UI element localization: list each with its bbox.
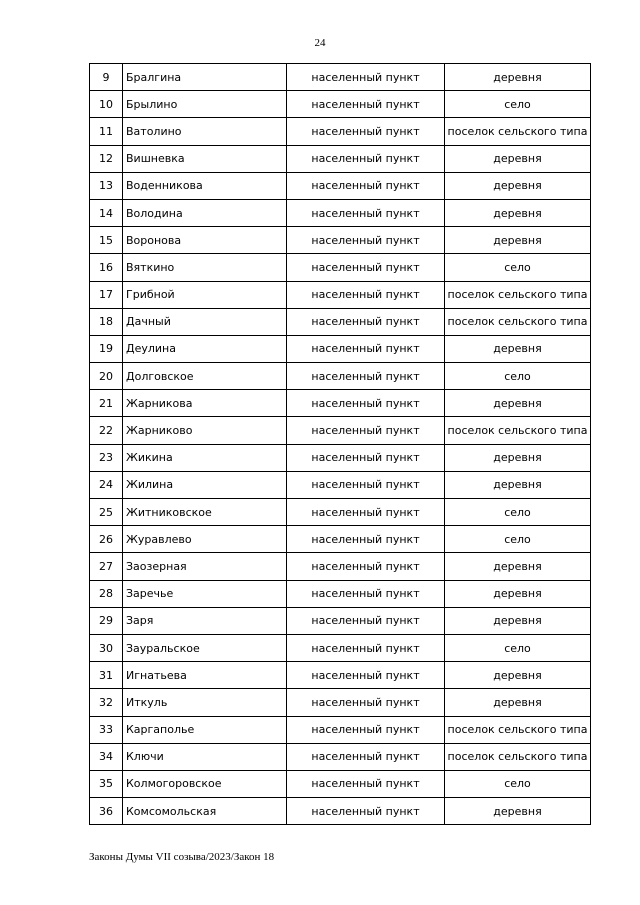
settlement-kind-cell: деревня — [445, 145, 591, 172]
settlement-name-cell: Жарникова — [123, 390, 287, 417]
settlement-type-cell: населенный пункт — [287, 689, 445, 716]
row-number-cell: 11 — [90, 118, 123, 145]
table-row — [90, 553, 591, 580]
row-number-cell: 23 — [90, 444, 123, 471]
row-number-cell: 21 — [90, 390, 123, 417]
table-row — [90, 91, 591, 118]
settlement-kind-cell: деревня — [445, 580, 591, 607]
settlement-name-cell: Заозерная — [123, 553, 287, 580]
settlement-name-cell: Бралгина — [123, 64, 287, 91]
row-number-cell: 32 — [90, 689, 123, 716]
settlement-name-cell: Деулина — [123, 335, 287, 362]
settlement-kind-cell: село — [445, 499, 591, 526]
settlement-name-cell: Володина — [123, 199, 287, 226]
row-number-cell: 15 — [90, 227, 123, 254]
settlement-type-cell: населенный пункт — [287, 444, 445, 471]
settlement-name-cell: Жилина — [123, 471, 287, 498]
row-number-cell: 33 — [90, 716, 123, 743]
table-row — [90, 743, 591, 770]
row-number-cell: 27 — [90, 553, 123, 580]
table-row — [90, 64, 591, 91]
table-row — [90, 662, 591, 689]
settlement-name-cell: Дачный — [123, 308, 287, 335]
settlement-name-cell: Житниковское — [123, 499, 287, 526]
settlement-name-cell: Жарниково — [123, 417, 287, 444]
settlement-kind-cell: деревня — [445, 444, 591, 471]
settlement-kind-cell: поселок сельского типа — [445, 417, 591, 444]
settlement-type-cell: населенный пункт — [287, 118, 445, 145]
settlement-type-cell: населенный пункт — [287, 770, 445, 797]
document-footer: Законы Думы VII созыва/2023/Закон 18 — [89, 851, 275, 863]
settlement-kind-cell: село — [445, 91, 591, 118]
settlement-name-cell: Вишневка — [123, 145, 287, 172]
settlement-type-cell: населенный пункт — [287, 64, 445, 91]
settlement-kind-cell: поселок сельского типа — [445, 716, 591, 743]
settlement-kind-cell: деревня — [445, 199, 591, 226]
row-number-cell: 24 — [90, 471, 123, 498]
settlement-type-cell: населенный пункт — [287, 526, 445, 553]
settlement-kind-cell: поселок сельского типа — [445, 743, 591, 770]
row-number-cell: 36 — [90, 798, 123, 825]
table-row — [90, 689, 591, 716]
settlement-kind-cell: деревня — [445, 335, 591, 362]
settlement-kind-cell: село — [445, 526, 591, 553]
row-number-cell: 26 — [90, 526, 123, 553]
settlement-kind-cell: село — [445, 770, 591, 797]
table-row — [90, 281, 591, 308]
row-number-cell: 22 — [90, 417, 123, 444]
settlement-type-cell: населенный пункт — [287, 743, 445, 770]
settlement-type-cell: населенный пункт — [287, 553, 445, 580]
row-number-cell: 30 — [90, 634, 123, 661]
row-number-cell: 14 — [90, 199, 123, 226]
settlement-kind-cell: поселок сельского типа — [445, 281, 591, 308]
settlement-kind-cell: поселок сельского типа — [445, 118, 591, 145]
settlement-name-cell: Ключи — [123, 743, 287, 770]
row-number-cell: 17 — [90, 281, 123, 308]
settlement-kind-cell: деревня — [445, 227, 591, 254]
settlement-type-cell: населенный пункт — [287, 335, 445, 362]
settlement-kind-cell: деревня — [445, 390, 591, 417]
settlement-type-cell: населенный пункт — [287, 471, 445, 498]
settlement-kind-cell: деревня — [445, 64, 591, 91]
settlement-type-cell: населенный пункт — [287, 662, 445, 689]
settlement-type-cell: населенный пункт — [287, 580, 445, 607]
settlement-name-cell: Заречье — [123, 580, 287, 607]
settlement-kind-cell: село — [445, 254, 591, 281]
settlement-type-cell: населенный пункт — [287, 363, 445, 390]
row-number-cell: 20 — [90, 363, 123, 390]
table-row — [90, 335, 591, 362]
row-number-cell: 19 — [90, 335, 123, 362]
settlement-kind-cell: деревня — [445, 689, 591, 716]
settlement-name-cell: Игнатьева — [123, 662, 287, 689]
table-row — [90, 363, 591, 390]
settlement-name-cell: Жикина — [123, 444, 287, 471]
settlement-name-cell: Ватолино — [123, 118, 287, 145]
table-row — [90, 227, 591, 254]
row-number-cell: 25 — [90, 499, 123, 526]
row-number-cell: 10 — [90, 91, 123, 118]
settlement-kind-cell: поселок сельского типа — [445, 308, 591, 335]
settlement-type-cell: населенный пункт — [287, 308, 445, 335]
row-number-cell: 35 — [90, 770, 123, 797]
settlement-kind-cell: деревня — [445, 607, 591, 634]
row-number-cell: 31 — [90, 662, 123, 689]
settlement-kind-cell: деревня — [445, 471, 591, 498]
settlement-type-cell: населенный пункт — [287, 91, 445, 118]
settlement-type-cell: населенный пункт — [287, 172, 445, 199]
row-number-cell: 13 — [90, 172, 123, 199]
settlement-type-cell: населенный пункт — [287, 390, 445, 417]
settlement-name-cell: Воронова — [123, 227, 287, 254]
table-row — [90, 607, 591, 634]
settlement-type-cell: населенный пункт — [287, 281, 445, 308]
row-number-cell: 16 — [90, 254, 123, 281]
settlement-type-cell: населенный пункт — [287, 199, 445, 226]
table-row — [90, 172, 591, 199]
settlement-type-cell: населенный пункт — [287, 634, 445, 661]
row-number-cell: 9 — [90, 64, 123, 91]
row-number-cell: 34 — [90, 743, 123, 770]
settlement-kind-cell: деревня — [445, 662, 591, 689]
settlement-name-cell: Комсомольская — [123, 798, 287, 825]
settlement-name-cell: Заря — [123, 607, 287, 634]
settlement-name-cell: Зауральское — [123, 634, 287, 661]
settlement-type-cell: населенный пункт — [287, 798, 445, 825]
settlement-name-cell: Брылино — [123, 91, 287, 118]
settlement-type-cell: населенный пункт — [287, 499, 445, 526]
table-row — [90, 634, 591, 661]
settlement-name-cell: Воденникова — [123, 172, 287, 199]
settlement-name-cell: Вяткино — [123, 254, 287, 281]
row-number-cell: 12 — [90, 145, 123, 172]
table-row — [90, 417, 591, 444]
settlements-table-body — [90, 64, 591, 825]
settlement-type-cell: населенный пункт — [287, 607, 445, 634]
row-number-cell: 18 — [90, 308, 123, 335]
table-row — [90, 145, 591, 172]
row-number-cell: 28 — [90, 580, 123, 607]
settlement-kind-cell: деревня — [445, 553, 591, 580]
settlement-name-cell: Каргаполье — [123, 716, 287, 743]
table-row — [90, 254, 591, 281]
settlement-kind-cell: село — [445, 363, 591, 390]
settlement-type-cell: населенный пункт — [287, 254, 445, 281]
table-row — [90, 526, 591, 553]
settlement-kind-cell: деревня — [445, 798, 591, 825]
row-number-cell: 29 — [90, 607, 123, 634]
table-row — [90, 499, 591, 526]
settlement-name-cell: Грибной — [123, 281, 287, 308]
settlement-kind-cell: село — [445, 634, 591, 661]
settlement-name-cell: Долговское — [123, 363, 287, 390]
table-row — [90, 444, 591, 471]
settlements-table — [89, 63, 591, 825]
table-row — [90, 199, 591, 226]
table-row — [90, 390, 591, 417]
table-row — [90, 798, 591, 825]
settlement-name-cell: Журавлево — [123, 526, 287, 553]
page-number: 24 — [314, 37, 326, 49]
settlement-type-cell: населенный пункт — [287, 417, 445, 444]
table-row — [90, 118, 591, 145]
table-row — [90, 308, 591, 335]
settlement-name-cell: Иткуль — [123, 689, 287, 716]
table-row — [90, 716, 591, 743]
settlement-type-cell: населенный пункт — [287, 145, 445, 172]
settlement-kind-cell: деревня — [445, 172, 591, 199]
settlement-type-cell: населенный пункт — [287, 716, 445, 743]
settlement-type-cell: населенный пункт — [287, 227, 445, 254]
settlement-name-cell: Колмогоровское — [123, 770, 287, 797]
table-row — [90, 471, 591, 498]
table-row — [90, 580, 591, 607]
table-row — [90, 770, 591, 797]
